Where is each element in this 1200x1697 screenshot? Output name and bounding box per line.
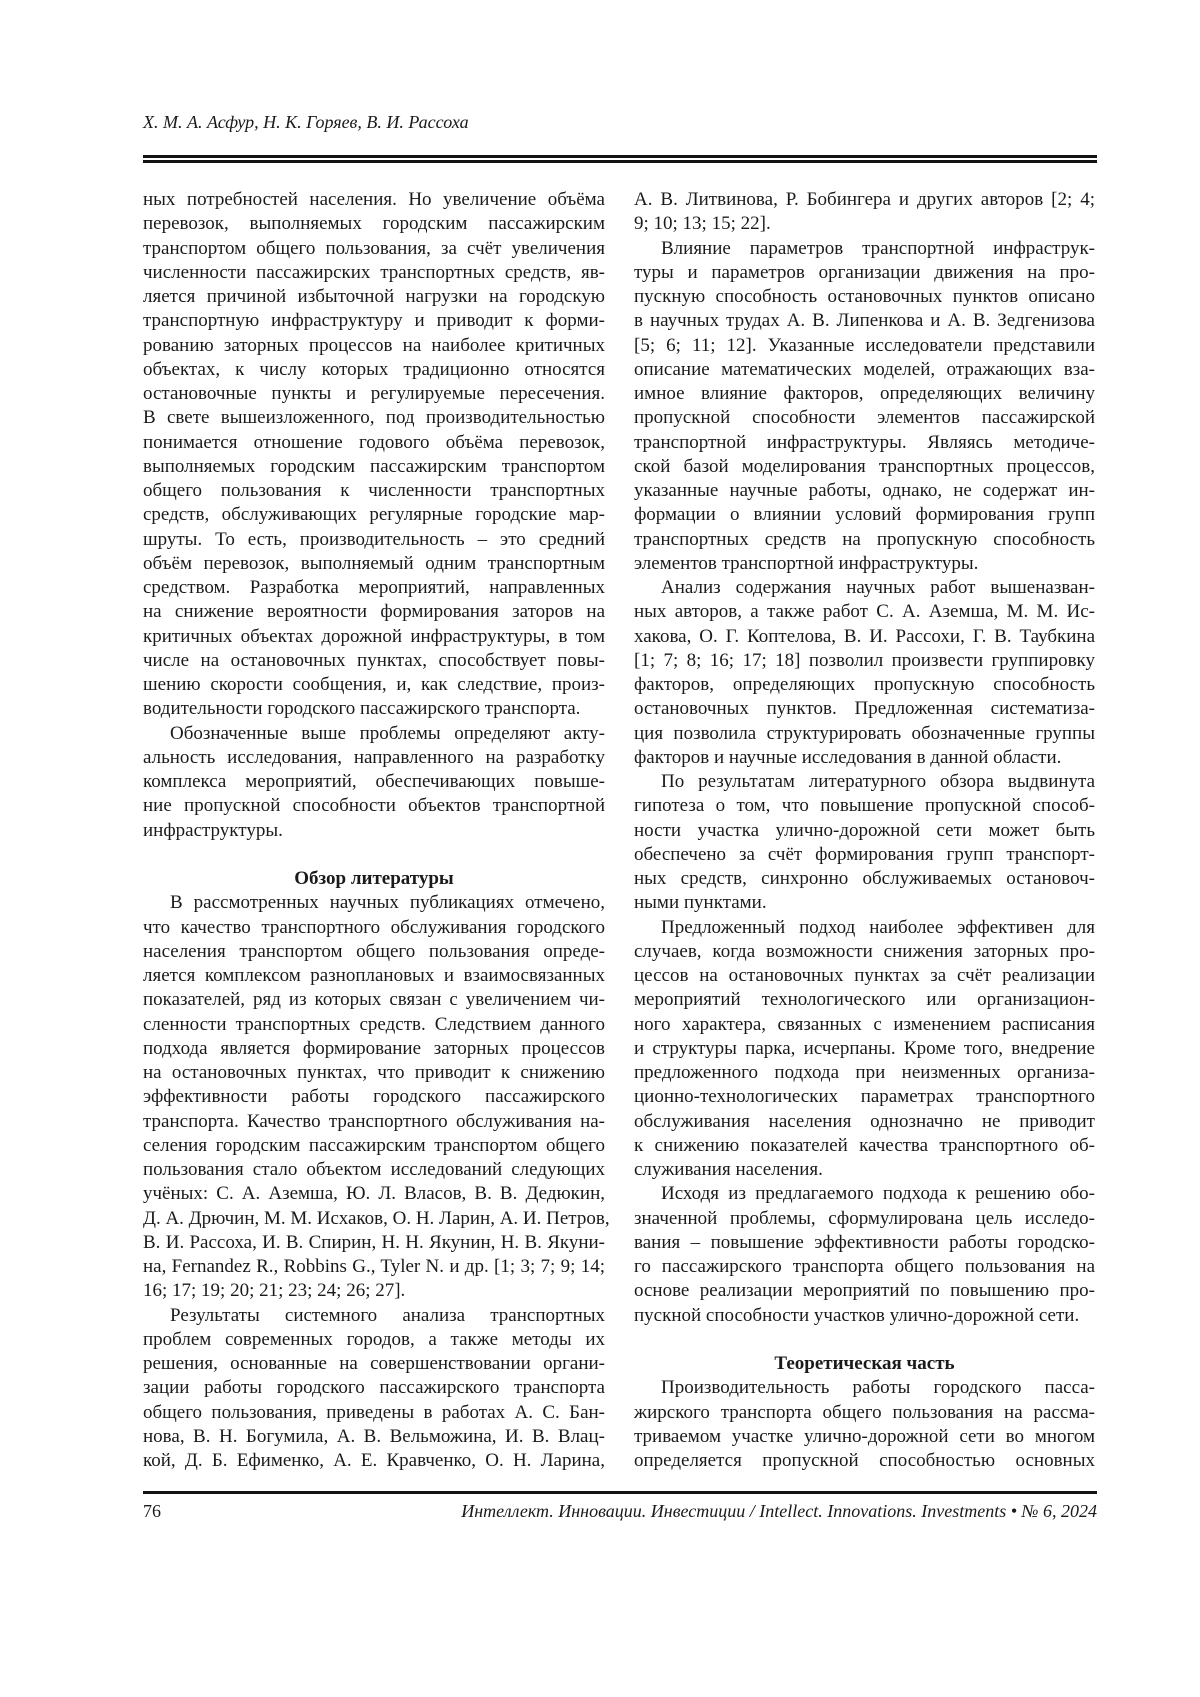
text-line: пускную способность остановочных пунктов описано [634, 285, 1095, 309]
text-line: Влияние параметров транспортной инфраструк- [634, 237, 1095, 261]
text-line: объектах, к числу которых традиционно относятся [143, 358, 605, 382]
text-line: комплекса мероприятий, обеспечивающих повыше- [143, 770, 605, 794]
text-line: служивания населения. [634, 1158, 1095, 1182]
text-line: и структуры парка, исчерпаны. Кроме того, внедрение [634, 1037, 1095, 1061]
text-line: основе реализации мероприятий по повышению про- [634, 1279, 1095, 1303]
text-line: нова, В. Н. Богумила, А. В. Вельможина, И. В. Влац- [143, 1425, 605, 1449]
text-line: Обозначенные выше проблемы определяют акту- [143, 722, 605, 746]
journal-title: Интеллект. Инновации. Инвестиции / Intellect. Innovations. Investments • № 6, 2024 [461, 1499, 1097, 1523]
text-line: элементов транспортной инфраструктуры. [634, 552, 1095, 576]
text-line: на, Fernandez R., Robbins G., Tyler N. и др. [1; 3; 7; 9; 14; [143, 1255, 605, 1279]
text-line: жирского транспорта общего пользования на рассма- [634, 1401, 1095, 1425]
text-line: [5; 6; 11; 12]. Указанные исследователи представили [634, 334, 1095, 358]
text-line: общего пользования к численности транспортных [143, 479, 605, 503]
text-line: перевозок, выполняемых городским пассажирским [143, 212, 605, 236]
text-line: транспортных средств на пропускную способность [634, 528, 1095, 552]
text-line: общего пользования, приведены в работах А. С. Бан- [143, 1401, 605, 1425]
text-line: ности участка улично-дорожной сети может быть [634, 819, 1095, 843]
text-line: показателей, ряд из которых связан с увеличением чи- [143, 988, 605, 1012]
text-line: транспортом общего пользования, за счёт увеличения [143, 237, 605, 261]
text-line: транспорта. Качество транспортного обслуживания на- [143, 1110, 605, 1134]
text-line: обеспечено за счёт формирования групп транспорт- [634, 843, 1095, 867]
text-line: на снижение вероятности формирования заторов на [143, 600, 605, 624]
paragraph [143, 188, 605, 722]
text-line: объём перевозок, выполняемый одним транспортным [143, 552, 605, 576]
text-line: транспортной инфраструктуры. Являясь методиче- [634, 431, 1095, 455]
text-line: описание математических моделей, отражающих вза- [634, 358, 1095, 382]
text-line: триваемом участке улично-дорожной сети во многом [634, 1425, 1095, 1449]
text-line: кой, Д. Б. Ефименко, А. Е. Кравченко, О. Н. Ларина, [143, 1449, 605, 1473]
text-line: подхода является формирование заторных процессов [143, 1037, 605, 1061]
text-line: зации работы городского пассажирского транспорта [143, 1376, 605, 1400]
text-line: факторов, определяющих пропускную способность [634, 673, 1095, 697]
text-line: к снижению показателей качества транспортного об- [634, 1134, 1095, 1158]
text-line: рованию заторных процессов на наиболее критичных [143, 334, 605, 358]
text-line: Производительность работы городского пасса- [634, 1376, 1095, 1400]
paragraph [634, 1182, 1095, 1328]
text-line: туры и параметров организации движения на про- [634, 261, 1095, 285]
text-line: Анализ содержания научных работ вышеназван- [634, 576, 1095, 600]
text-line: населения транспортом общего пользования опреде- [143, 940, 605, 964]
text-line: 16; 17; 19; 20; 21; 23; 24; 26; 27]. [143, 1279, 605, 1303]
text-line: средством. Разработка мероприятий, направленных [143, 576, 605, 600]
text-line: ными пунктами. [634, 891, 1095, 915]
paragraph [143, 1304, 605, 1474]
text-line: в научных трудах А. В. Липенкова и А. В. Зедгенизова [634, 309, 1095, 333]
text-line: альность исследования, направленного на разработку [143, 746, 605, 770]
text-line: Результаты системного анализа транспортных [143, 1304, 605, 1328]
text-line: проблем современных городов, а также методы их [143, 1328, 605, 1352]
paragraph [634, 188, 1095, 237]
footer-rule [143, 1491, 1097, 1494]
text-line: ционно-технологических параметрах транспортного [634, 1085, 1095, 1109]
paragraph [634, 576, 1095, 770]
text-line: случаев, когда возможности снижения заторных про- [634, 940, 1095, 964]
blank-line [634, 1328, 1095, 1352]
text-line: значенной проблемы, сформулирована цель исследо- [634, 1207, 1095, 1231]
text-line: ных средств, синхронно обслуживаемых остановоч- [634, 867, 1095, 891]
text-line: ция позволила структурировать обозначенные группы [634, 722, 1095, 746]
page-number: 76 [143, 1499, 161, 1523]
text-line: гипотеза о том, что повышение пропускной способ- [634, 794, 1095, 818]
text-line: числе на остановочных пунктах, способствует повы- [143, 649, 605, 673]
text-line: пускной способности участков улично-дорожной сети. [634, 1304, 1095, 1328]
text-line: водительности городского пассажирского транспорта. [143, 697, 605, 721]
text-line: на остановочных пунктах, что приводит к снижению [143, 1061, 605, 1085]
text-line: В. И. Рассоха, И. В. Спирин, Н. Н. Якунин, Н. В. Якуни- [143, 1231, 605, 1255]
text-line: критичных объектах дорожной инфраструктуры, в том [143, 625, 605, 649]
paragraph [143, 891, 605, 1303]
paragraph [634, 916, 1095, 1183]
running-head-authors: Х. М. А. Асфур, Н. К. Горяев, В. И. Рассоха [143, 110, 469, 134]
text-line: В свете вышеизложенного, под производительностью [143, 406, 605, 430]
text-line: сленности транспортных средств. Следствием данного [143, 1013, 605, 1037]
paragraph [143, 722, 605, 843]
text-line: [1; 7; 8; 16; 17; 18] позволил произвести группировку [634, 649, 1095, 673]
text-line: указанные научные работы, однако, не содержат ин- [634, 479, 1095, 503]
text-line: ской базой моделирования транспортных процессов, [634, 455, 1095, 479]
text-line: мероприятий технологического или организацион- [634, 988, 1095, 1012]
text-line: остановочных пунктов. Предложенная систематиза- [634, 697, 1095, 721]
blank-line [143, 843, 605, 867]
text-line: 9; 10; 13; 15; 22]. [634, 212, 1095, 236]
text-line: ние пропускной способности объектов транспортной [143, 794, 605, 818]
text-line: инфраструктуры. [143, 819, 605, 843]
text-line: средств, обслуживающих регулярные городские мар- [143, 503, 605, 527]
text-line: селения городским пассажирским транспортом общего [143, 1134, 605, 1158]
text-line: шруты. То есть, производительность – это средний [143, 528, 605, 552]
text-line: обслуживания населения однозначно не приводит [634, 1110, 1095, 1134]
text-line: Исходя из предлагаемого подхода к решению обо- [634, 1182, 1095, 1206]
text-line: численности пассажирских транспортных средств, яв- [143, 261, 605, 285]
text-line: выполняемых городским пассажирским транспортом [143, 455, 605, 479]
text-line: учёных: С. А. Аземша, Ю. Л. Власов, В. В. Дедюкин, [143, 1182, 605, 1206]
text-line: В рассмотренных научных публикациях отмечено, [143, 891, 605, 915]
text-line: остановочные пункты и регулируемые пересечения. [143, 382, 605, 406]
text-line: цессов на остановочных пунктах за счёт реализации [634, 964, 1095, 988]
text-line: что качество транспортного обслуживания городского [143, 916, 605, 940]
text-line: го пассажирского транспорта общего пользования на [634, 1255, 1095, 1279]
text-line: По результатам литературного обзора выдвинута [634, 770, 1095, 794]
left-column [143, 188, 605, 1473]
paragraph [634, 1376, 1095, 1473]
text-line: имное влияние факторов, определяющих величину [634, 382, 1095, 406]
text-line: Предложенный подход наиболее эффективен для [634, 916, 1095, 940]
text-line: понимается отношение годового объёма перевозок, [143, 431, 605, 455]
paragraph [634, 770, 1095, 916]
text-line: эффективности работы городского пассажирского [143, 1085, 605, 1109]
text-line: решения, основанные на совершенствовании органи- [143, 1352, 605, 1376]
header-rule [143, 155, 1097, 163]
text-line: определяется пропускной способностью основных [634, 1449, 1095, 1473]
text-line: ляется комплексом разноплановых и взаимосвязанных [143, 964, 605, 988]
text-line: формации о влиянии условий формирования групп [634, 503, 1095, 527]
text-line: А. В. Литвинова, Р. Бобингера и других авторов [2; 4; [634, 188, 1095, 212]
text-line: хакова, О. Г. Коптелова, В. И. Рассохи, Г. В. Таубкина [634, 625, 1095, 649]
text-line: вания – повышение эффективности работы городско- [634, 1231, 1095, 1255]
text-line: Д. А. Дрючин, М. М. Исхаков, О. Н. Ларин, А. И. Петров, [143, 1207, 605, 1231]
text-line: ного характера, связанных с изменением расписания [634, 1013, 1095, 1037]
text-line: пропускной способности элементов пассажирской [634, 406, 1095, 430]
text-line: факторов и научные исследования в данной области. [634, 746, 1095, 770]
section-heading: Теоретическая часть [634, 1352, 1095, 1376]
text-line: транспортную инфраструктуру и приводит к форми- [143, 309, 605, 333]
text-line: шению скорости сообщения, и, как следствие, произ- [143, 673, 605, 697]
text-line: ляется причиной избыточной нагрузки на городскую [143, 285, 605, 309]
text-line: пользования стало объектом исследований следующих [143, 1158, 605, 1182]
text-line: ных авторов, а также работ С. А. Аземша, М. М. Ис- [634, 600, 1095, 624]
text-line: предложенного подхода при неизменных организа- [634, 1061, 1095, 1085]
section-heading: Обзор литературы [143, 867, 605, 891]
right-column [634, 188, 1095, 1473]
paragraph [634, 237, 1095, 577]
text-line: ных потребностей населения. Но увеличение объёма [143, 188, 605, 212]
